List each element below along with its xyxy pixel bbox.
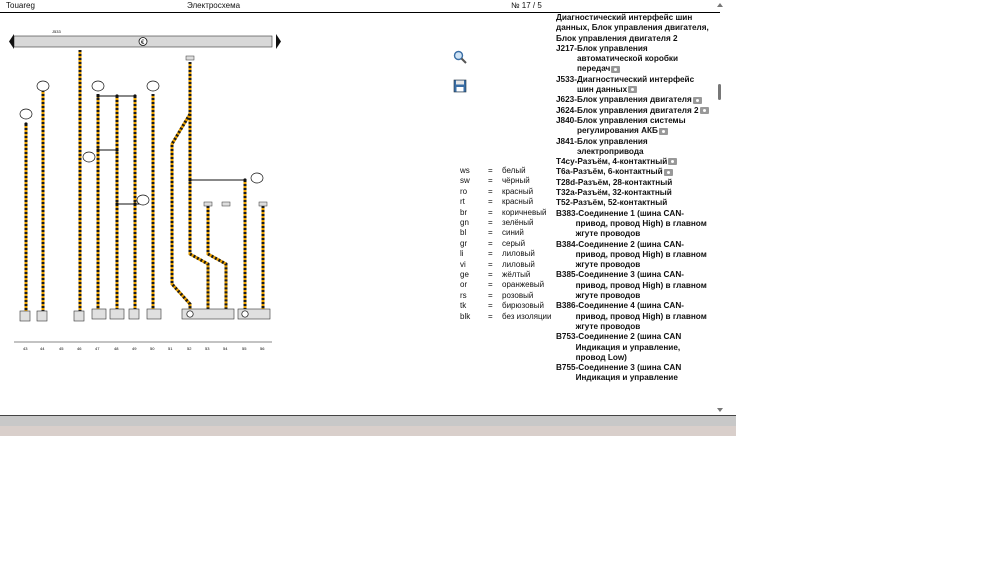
save-button[interactable] [451,77,469,95]
column-number: 46 [77,346,82,351]
legend-eq: = [488,301,493,311]
wire-stripe [190,114,208,314]
legend-row [460,197,560,207]
legend-name: розовый [502,290,534,300]
pin-box [204,202,212,206]
legend-code: gr [460,238,468,248]
wire-group [26,50,263,314]
legend-eq: = [488,270,493,279]
header-bar [0,0,736,12]
component-entry [556,106,712,116]
column-number: 45 [59,346,64,351]
component-code: J840- [556,115,577,125]
junction-dot [188,178,191,181]
junction-dot [24,122,27,125]
scroll-up-arrow-icon[interactable] [717,3,723,7]
scroll-down-arrow-icon[interactable] [717,408,723,412]
junction-dot [96,148,99,151]
legend-name: зелёный [502,218,534,227]
component-code: B385 [556,270,576,280]
legend-code: or [460,280,468,290]
legend-eq: = [488,259,493,269]
zoom-button[interactable] [451,48,469,66]
legend-code: sw [460,176,470,186]
component-entry [556,157,712,167]
legend-code: blk [460,311,471,321]
ground-symbol [242,311,248,317]
legend-name: оранжевый [502,280,545,290]
horizontal-scrollbar[interactable] [0,416,736,426]
component-code: J217- [556,43,577,53]
model-label: Touareg [6,1,35,10]
top-connector-bar [9,29,281,49]
legend-name: лиловый [502,259,535,269]
junction-dot [115,94,118,97]
legend-row [460,260,560,270]
splice-circle [147,81,159,91]
legend-row [460,208,560,218]
camera-icon[interactable] [693,97,702,104]
component-entry [556,137,712,158]
splice-circle [20,109,32,119]
legend-row [460,312,560,322]
component-code: B755 [556,363,576,373]
splice-circle [37,81,49,91]
legend-code: li [460,249,464,259]
vertical-scrollbar[interactable] [714,0,724,415]
pin-box [259,202,267,206]
component-entry [556,95,712,105]
component-desc: -Соединение 3 (шина CAN-привод, провод High) в главном жгуте проводов [575,270,707,301]
legend-name: чёрный [502,176,530,186]
component-code: J533- [556,74,577,84]
legend-name: лиловый [502,249,535,259]
legend-row [460,166,560,176]
camera-icon[interactable] [611,66,620,73]
camera-icon[interactable] [659,128,668,135]
component-desc: Диагностический интерфейс шин данных [576,74,695,95]
legend-eq: = [488,176,493,186]
component-code: B386 [556,301,576,311]
splice-circle [83,152,95,162]
legend-row [460,228,560,238]
component-desc: -Соединение 3 (шина CAN Индикация и управление [575,363,682,383]
component-desc: -Соединение 2 (шина CAN-привод, провод High) в главном жгуте проводов [575,239,707,270]
legend-eq: = [488,197,493,207]
legend-row [460,291,560,301]
junction-dot [133,202,136,205]
magnifier-icon [453,50,467,64]
legend-name: без изоляции [502,311,552,321]
component-entry [556,332,712,363]
legend-name: белый [502,166,526,175]
component-entry [556,116,712,137]
legend-eq: = [488,207,493,217]
bottom-label-row [23,346,265,351]
camera-icon[interactable] [668,158,677,165]
column-number: 47 [95,346,100,351]
component-entry [556,75,712,96]
component-code: T4cy- [556,157,578,167]
camera-icon[interactable] [664,169,673,176]
component-code: T52- [556,198,573,208]
legend-name: коричневый [502,207,547,217]
component-entry [556,240,712,271]
legend-row [460,218,560,228]
junction-dot [133,94,136,97]
legend-row [460,187,560,197]
connector-box [129,309,139,319]
column-number: 53 [205,346,210,351]
component-entry [556,188,712,198]
legend-name: красный [502,197,534,207]
ground-symbol [187,311,193,317]
component-entry [556,270,712,301]
junction-dot [115,148,118,151]
legend-name: серый [502,238,526,248]
component-desc: -Соединение 2 (шина CAN Индикация и управление, провод Low) [575,332,682,362]
legend-code: vi [460,259,466,269]
legend-eq: = [488,238,493,248]
legend-eq: = [488,218,493,227]
legend-code: rt [460,197,465,207]
column-number: 51 [168,346,173,351]
legend-code: br [460,207,468,217]
legend-row [460,280,560,290]
component-desc: Разъём, 52-контактный [572,198,668,208]
wire-stripe [172,62,190,314]
legend-row [460,270,560,280]
component-code: T6a- [556,167,573,177]
scroll-thumb[interactable] [718,84,721,100]
component-entry [556,209,712,240]
splice-circle [251,173,263,183]
component-description-panel [556,13,712,415]
legend-eq: = [488,290,493,300]
wire [172,62,190,314]
component-desc: Блок управления электропривода [576,136,648,156]
wire [208,206,226,314]
column-number: 56 [260,346,265,351]
legend-eq: = [488,186,493,196]
component-desc: Разъём, 32-контактный [577,188,672,198]
column-number: 43 [23,346,28,351]
legend-eq: = [488,166,493,175]
component-desc: Разъём, 6-контактный [573,167,712,177]
legend-code: ge [460,270,469,279]
column-number: 55 [242,346,247,351]
component-entry [556,44,712,75]
splice-circle [92,81,104,91]
legend-row [460,239,560,249]
horizontal-scrollbar-track [0,426,736,436]
legend-row [460,249,560,259]
component-desc: Блок управления двигателя 2 [577,106,712,116]
component-code: B384 [556,239,576,249]
legend-eq: = [488,249,493,259]
junction-dot [96,94,99,97]
legend-name: синий [502,228,524,238]
component-code: B753 [556,332,576,342]
column-number: 52 [187,346,192,351]
legend-code: tk [460,301,467,311]
component-entry [556,178,712,188]
legend-code: gn [460,218,469,227]
wiring-diagram[interactable] [0,14,290,374]
legend-code: rs [460,290,467,300]
connector-box [20,311,30,321]
svg-text:€: € [141,40,145,46]
component-desc: -Соединение 1 (шина CAN-привод, провод High) в главном жгуте проводов [575,208,707,239]
component-desc: Блок управления двигателя [577,95,712,105]
component-desc: Разъём, 4-контактный [577,157,712,167]
component-entry [556,363,712,384]
legend-name: бирюзовый [502,301,544,311]
legend-name: жёлтый [502,270,531,279]
column-number: 48 [114,346,119,351]
column-number: 50 [150,346,155,351]
splice-circle [137,195,149,205]
panel-heading: Диагностический интерфейс шин данных, Блок управления двигателя, Блок управления двигателя 2 [556,13,709,43]
component-code: B383 [556,208,576,218]
component-code: J624- [556,105,577,115]
column-number: 44 [40,346,45,351]
connector-box [37,311,47,321]
column-number: 49 [132,346,137,351]
pin-box [222,202,230,206]
legend-code: bl [460,228,467,238]
component-desc: Блок управления автоматической коробки передач [576,43,679,74]
connector-box [74,311,84,321]
camera-icon[interactable] [628,86,637,93]
junction-dot [115,202,118,205]
column-number: 54 [223,346,228,351]
component-code: T28d- [556,177,578,187]
component-entry [556,301,712,332]
component-code: J841- [556,136,577,146]
camera-icon[interactable] [700,107,709,114]
legend-code: ro [460,186,468,196]
node-group [14,56,272,342]
page-indicator: № 17 / 5 [511,1,542,10]
legend-code: ws [460,166,470,175]
component-desc: Разъём, 28-контактный [577,177,673,187]
legend-eq: = [488,311,493,321]
legend-eq: = [488,228,493,238]
legend-row [460,176,560,186]
legend-row [460,301,560,311]
connector-box [92,309,106,319]
pin-box [186,56,194,60]
component-code: J623- [556,95,577,105]
section-label: Электросхема [187,1,241,10]
connector-box [147,309,161,319]
junction-dot [243,178,246,181]
component-entry [556,167,712,177]
floppy-disk-icon [453,79,467,93]
legend-eq: = [488,280,493,290]
component-entry [556,198,712,208]
component-code: T32a- [556,188,578,198]
component-desc: Блок управления системы регулирования АКБ [576,115,686,136]
legend-name: красный [502,186,534,196]
top-component-label: J533 [52,29,61,34]
component-desc: -Соединение 4 (шина CAN-привод, провод High) в главном жгуте проводов [575,301,707,331]
wire [190,114,208,314]
connector-box [110,309,124,319]
